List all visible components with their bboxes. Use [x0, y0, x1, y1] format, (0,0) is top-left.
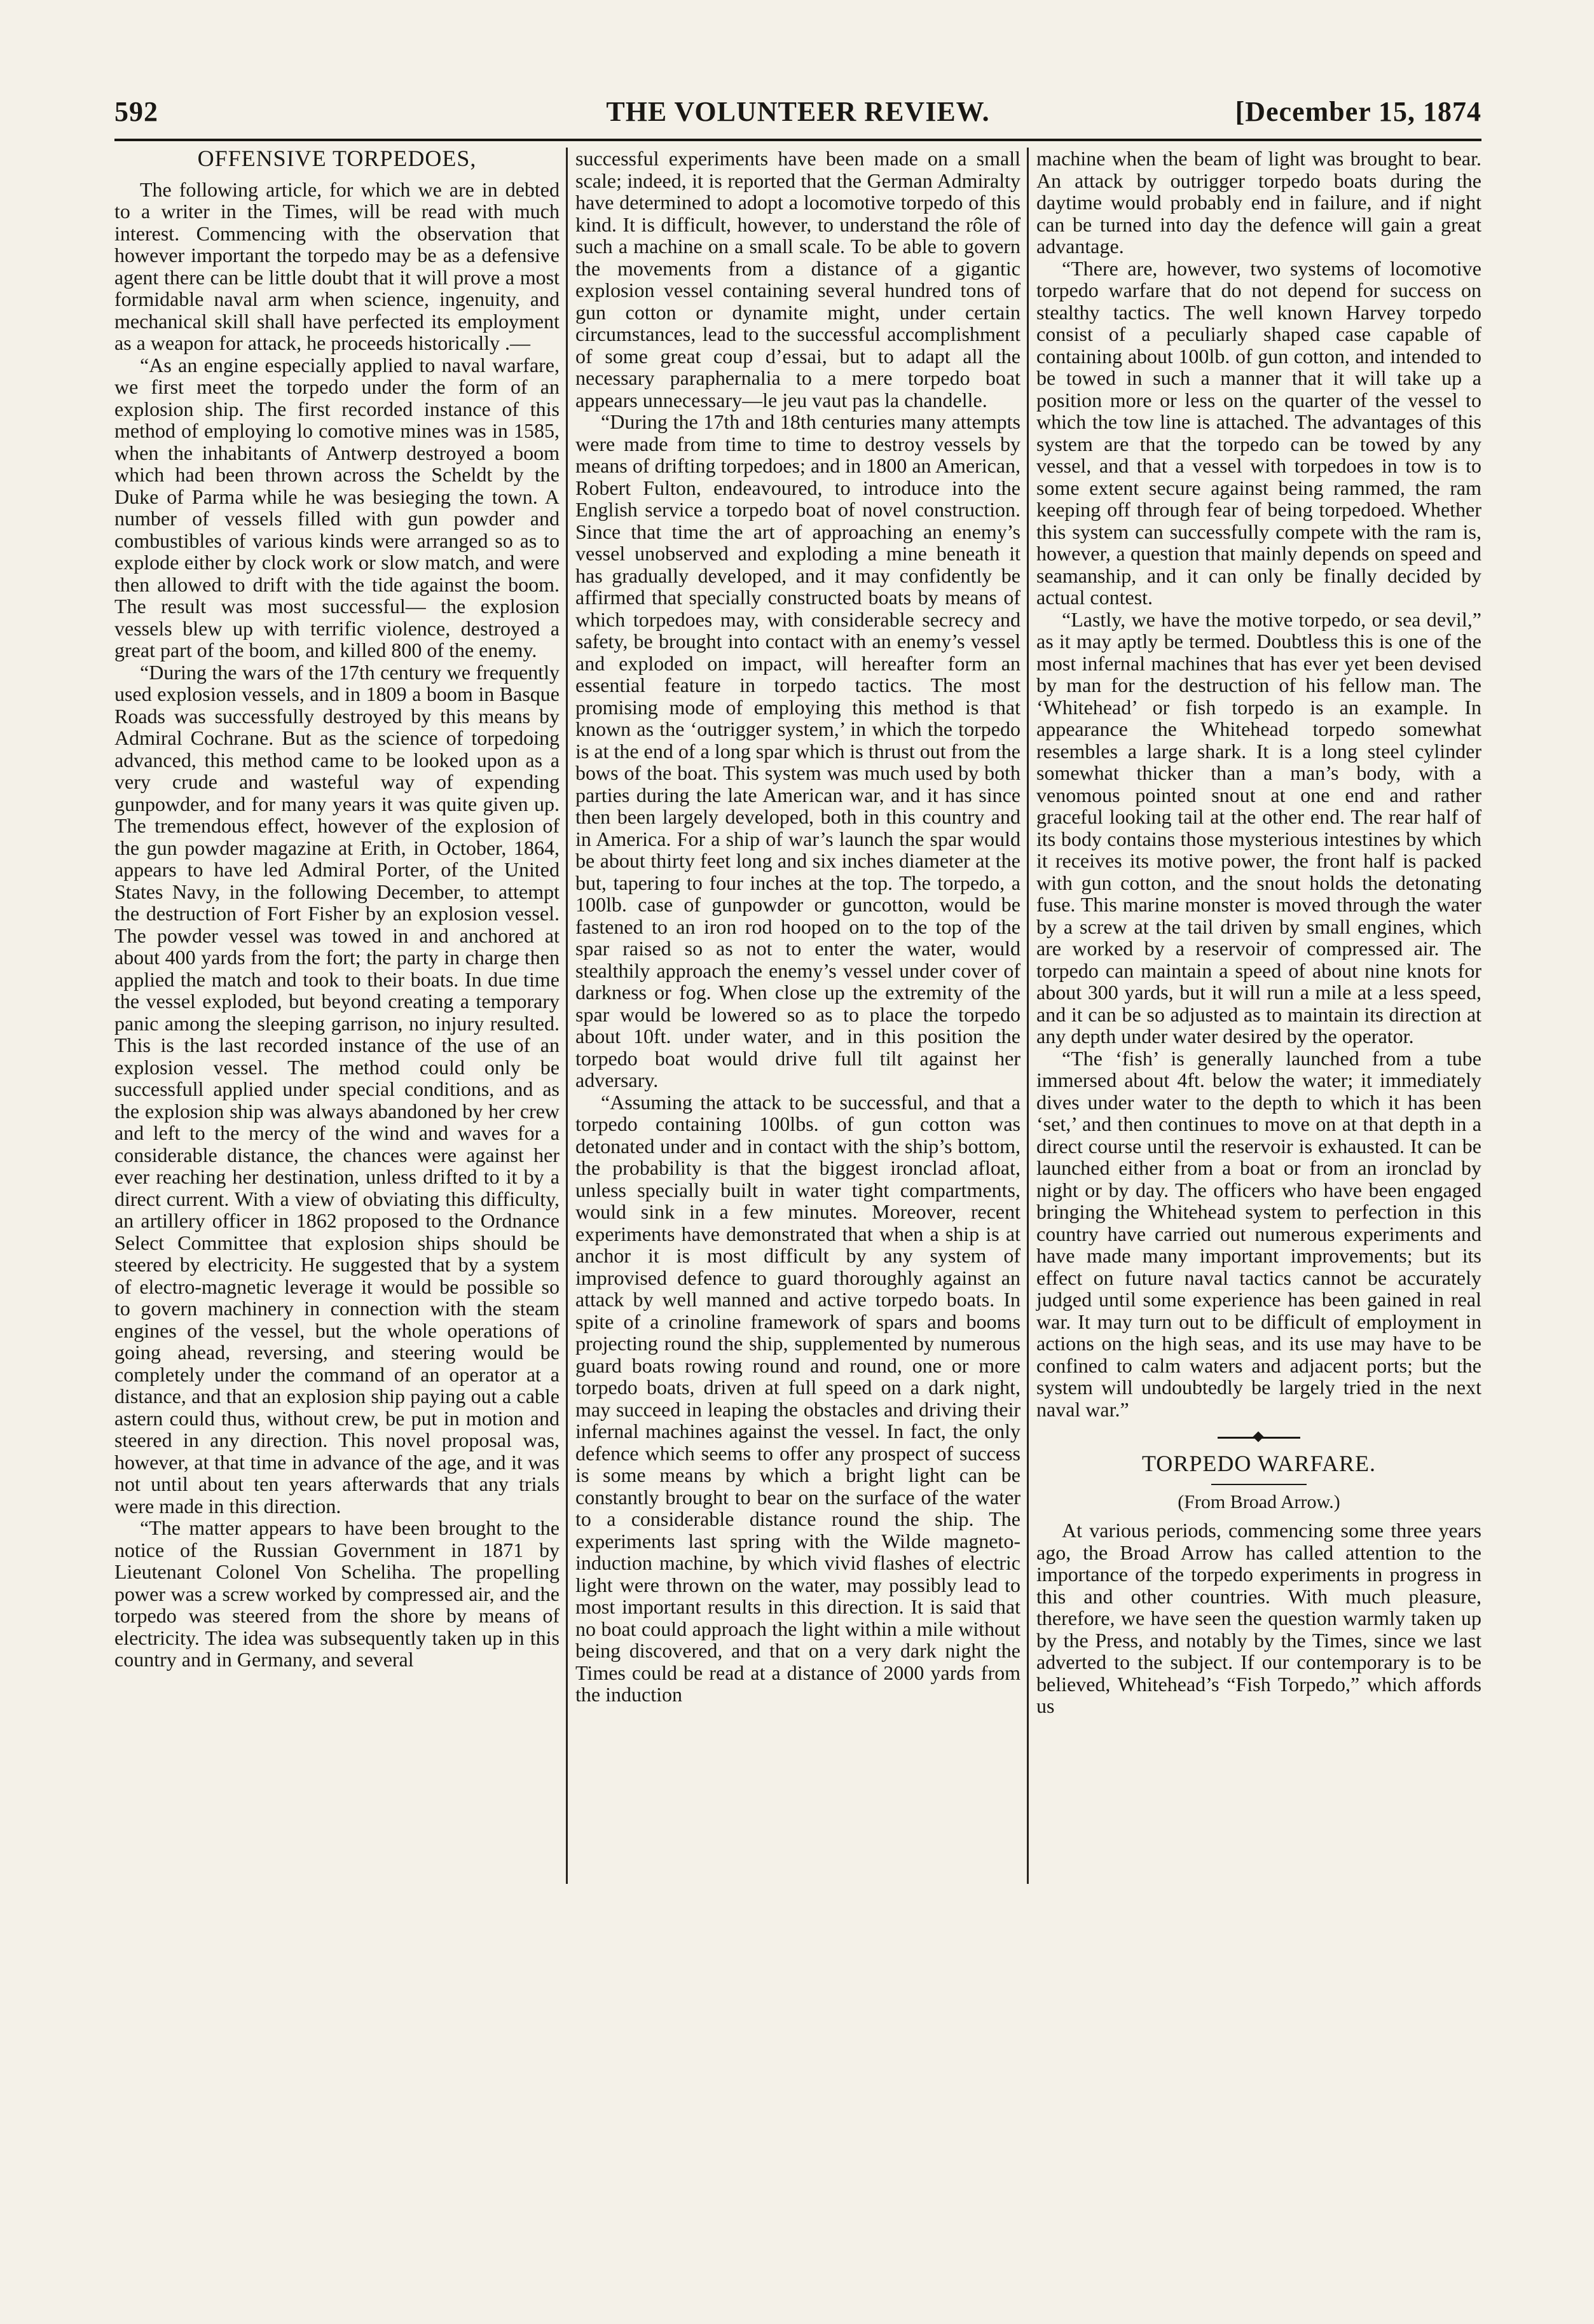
column-3 — [1036, 148, 1481, 1717]
paragraph: The following article, for which we are in debted to a writer in the Times, will be read with much interest. Commencing with the observation that however important the torpedo may be as a defensive agent there can be little doubt that it will prove a most formidable naval arm when science, ingenuity, and mechanical skill shall have perfected its employment as a weapon for attack, he proceeds historically .— — [114, 177, 560, 354]
paragraph: “Lastly, we have the motive torpedo, or sea devil,” as it may aptly be termed. Doubtless this is one of the most infernal machines that has ever yet been devised by man for the destruction of his fellow man. The ‘Whitehead’ or fish torpedo is an example. In appearance the Whitehead torpedo somewhat resembles a large shark. It is a long steel cylinder somewhat thicker than a man’s body, with a venomous pointed snout at one end and rather graceful looking tail at the other end. The rear half of its body contains those mysterious intestines by which it receives its motive power, the front half is packed with gun cotton, and the snout holds the detonating fuse. This marine monster is moved through the water by a screw at the tail driven by small engines, which are worked by a reservoir of compressed air. The torpedo can maintain a speed of about nine knots for about 300 yards, but it will run a mile at a less speed, and it can be so adjusted as to maintain its direction at any depth under water desired by the operator. — [1036, 607, 1481, 1048]
page-header — [114, 89, 1481, 134]
column-1 — [114, 148, 560, 1671]
header-rule — [114, 139, 1481, 141]
paragraph: “The matter appears to have been brought to the notice of the Russian Government in 1871 by Lieutenant Colonel Von Scheliha. The propelling power was a screw worked by compressed air, and the torpedo was steered from the shore by means of electricity. The idea was subsequently taken up in this country and in Germany, and several — [114, 1516, 560, 1671]
article-heading: TORPEDO WARFARE. — [1141, 1451, 1377, 1476]
paragraph: “Assuming the attack to be successful, and that a torpedo containing 100lbs. of gun cotton was detonated under and in contact with the ship’s bottom, the probability is that the biggest ironclad afloat, unless specially built in water tight compartments, would sink in a few minutes. Moreover, recent experiments have demonstrated that when a ship is at anchor it is most difficult by any system of improvised defence to guard thoroughly against an attack by well manned and active torpedo boats. In spite of a crinoline framework of spars and booms projecting round the ship, supplemented by numerous guard boats rowing round and round, one or more torpedo boats, driven at full speed on a dark night, may succeed in leaping the obstacles and driving their infernal machines against the vessel. In fact, the only defence which seems to offer any prospect of success is some means by which a bright light can be constantly brought to bear on the surface of the water to a considerable distance round the ship. The experiments last spring with the Wilde magneto-induction machine, by which vivid flashes of electric light were thrown on the water, may possibly lead to most important results in this direction. It is said that no boat could approach the light within a mile without being discovered, and that on a very dark night the Times could be read at a distance of 2000 yards from the induction — [575, 1090, 1020, 1706]
paragraph: successful experiments have been made on a small scale; indeed, it is reported that the German Admiralty have determined to adopt a locomotive torpedo of this kind. It is difficult, however, to understand the rôle of such a machine on a small scale. To be able to govern the movements from a distance of a gigantic explosion vessel containing several hundred tons of gun cotton or dynamite might, under certain circumstances, lead to the successful accomplishment of some great coup d’essai, but to adapt all the necessary paraphernalia to a mere torpedo boat appears unnecessary—le jeu vaut pas la chandelle. — [575, 147, 1020, 412]
column-2 — [575, 148, 1020, 1706]
column-divider — [566, 148, 568, 1884]
page-number: 592 — [114, 96, 158, 127]
paragraph: “As an engine especially applied to naval warfare, we first meet the torpedo under the form of an explosion ship. The first recorded instance of this method of employing lo comotive mines was in 1585, when the inhabitants of Antwerp destroyed a boom which had been thrown across the Scheldt by the Duke of Parma while he was besieging the town. A number of vessels filled with gun powder and combustibles of various kinds were arranged so as to explode either by clock work or slow match, and were then allowed to drift with the tide against the boom. The result was most successful— the explosion vessels blew up with terrific violence, destroyed a great part of the boom, and killed 800 of the enemy. — [114, 353, 560, 661]
paragraph: “The ‘fish’ is generally launched from a tube immersed about 4ft. below the water; it immediately dives under water to the depth to which it has been ‘set,’ and then continues to move on at that depth in a direct course until the reservoir is exhausted. It can be launched either from a boat or from an ironclad by night or by day. The officers who have been engaged bringing the Whitehead system to perfection in this country have carried out numerous experiments and have made many important improvements; but its effect on future naval tactics cannot be accurately judged until some experience has been gained in real war. It may turn out to be difficult of employment in actions on the high seas, and its use may have to be confined to calm waters and adjacent ports; but the system will undoubtedly be largely tried in the next naval war.” — [1036, 1046, 1481, 1421]
heading-rule — [1211, 1484, 1307, 1485]
paragraph: “During the 17th and 18th centuries many attempts were made from time to time to destroy vessels by means of drifting torpedoes; and in 1800 an American, Robert Fulton, endeavoured, to introduce into the English service a torpedo boat of novel construction. Since that time the art of approaching an enemy’s vessel unobserved and exploding a mine beneath it has gradually developed, and it may confidently be affirmed that specially constructed boats by means of which torpedoes may, with considerable secrecy and safety, be brought into contact with an enemy’s vessel and exploded on impact, will hereafter form an essential feature in torpedo tactics. The most promising mode of employing this method is that known as the ‘outrigger system,’ in which the torpedo is at the end of a long spar which is thrust out from the bows of the boat. This system was much used by both parties during the late American war, and it has since then been largely developed, both in this country and in America. For a ship of war’s launch the spar would be about thirty feet long and six inches diameter at the but, tapering to four inches at the top. The torpedo, a 100lb. case of gunpowder or guncotton, would be fastened to an iron rod hooped on to the top of the spar raised so as not to enter the water, would stealthily approach the enemy’s vessel under cover of darkness or fog. When close up the extremity of the spar would be lowered so as to place the torpedo about 10ft. under water, and in this position the torpedo boat would drive full tilt against her adversary. — [575, 410, 1020, 1091]
source-credit: (From Broad Arrow.) — [1178, 1491, 1340, 1512]
paragraph: “There are, however, two systems of locomotive torpedo warfare that do not depend for success on stealthy tactics. The well known Harvey torpedo consist of a peculiarly shaped case capable of containing about 100lb. of gun cotton, and intended to be towed in such a manner that it will take up a position more or less on the quarter of the vessel to which the tow line is attached. The advantages of this system are that the torpedo can be towed by any vessel, and that a vessel with torpedoes in tow is to some extent secure against being rammed, the ram keeping off through fear of being torpedoed. Whether this system can successfully compete with the ram is, however, a question that mainly depends on speed and seamanship, and it can only be finally decided by actual contest. — [1036, 256, 1481, 609]
paragraph: At various periods, commencing some three years ago, the Broad Arrow has called attention to the importance of the torpedo experiments in progress in this and other countries. With much pleasure, therefore, we have seen the question warmly taken up by the Press, and notably by the Times, since we last adverted to the subject. If our contemporary is to be believed, Whitehead’s “Fish Torpedo,” which affords us — [1036, 1519, 1481, 1717]
issue-date: [December 15, 1874 — [1235, 96, 1481, 127]
section-divider — [1218, 1437, 1300, 1439]
paragraph: machine when the beam of light was brought to bear. An attack by outrigger torpedo boats during the daytime would probably end in failure, and if night can be turned into day the defence will gain a great advantage. — [1036, 147, 1481, 258]
paragraph: “During the wars of the 17th century we frequently used explosion vessels, and in 1809 a boom in Basque Roads was successfully destroyed by this means by Admiral Cochrane. But as the science of torpedoing advanced, this method came to be looked upon as a very crude and wasteful way of expending gunpowder, and for many years it was quite given up. The tremendous effect, however of the explosion of the gun powder magazine at Erith, in October, 1864, appears to have led Admiral Porter, of the United States Navy, in the following December, to attempt the destruction of Fort Fisher by an explosion vessel. The powder vessel was towed in and anchored at about 400 yards from the fort; the party in charge then applied the match and took to their boats. In due time the vessel exploded, but beyond creating a temporary panic among the sleeping garrison, no injury resulted. This is the last recorded instance of the use of an explosion vessel. The method could only be successfull applied under special conditions, and as the explosion ship was always abandoned by her crew and left to the mercy of the wind and waves for a considerable distance, the chances were against her ever reaching her destination, unless drifted to it by a direct current. With a view of obviating this difficulty, an artillery officer in 1862 proposed to the Ordnance Select Committee that explosion ships should be steered by electricity. He suggested that by a system of electro-magnetic leverage it would be possible so to govern machinery in connection with the steam engines of the vessel, but the whole operations of going ahead, reversing, and steering would be completely under the command of an operator at a distance, and that an explosion ship paying out a cable astern could thus, without crew, be put in motion and steered in any direction. This novel proposal was, however, at that time in advance of the age, and it was not until about ten years afterwards that any trials were made in this direction. — [114, 660, 560, 1518]
article-heading: OFFENSIVE TORPEDOES, — [197, 146, 477, 171]
publication-title: THE VOLUNTEER REVIEW. — [606, 96, 990, 127]
column-divider — [1027, 148, 1029, 1884]
